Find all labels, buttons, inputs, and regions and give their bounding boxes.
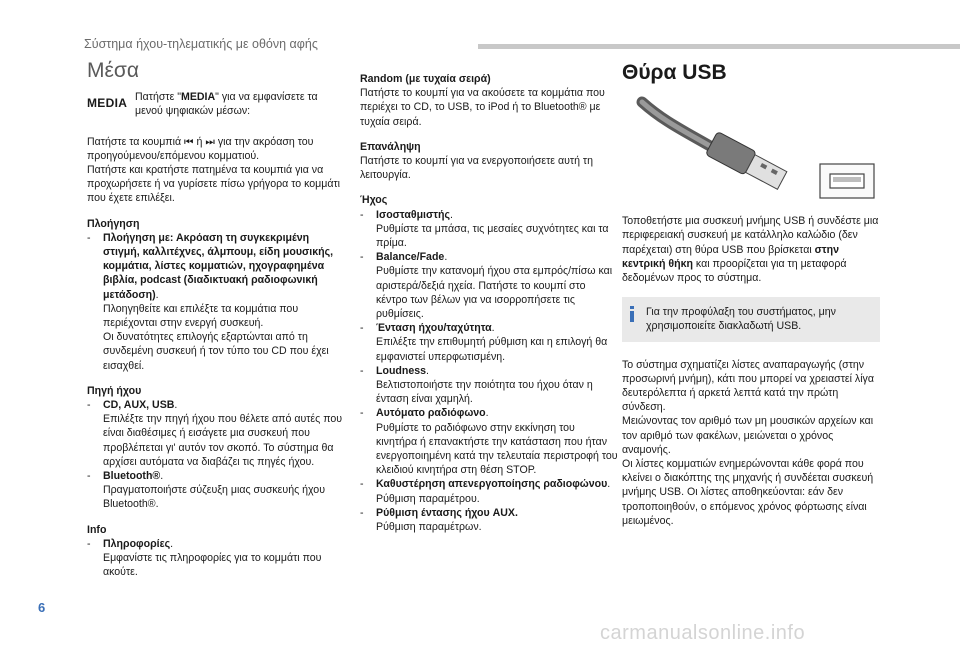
usb-paragraph-2: Το σύστημα σχηματίζει λίστες αναπαραγωγής (στην προσωρινή μνήμη), κάτι που μπορεί να χρειαστεί λίγα δευτερόλεπτα ή αρκετά λεπτά κατά την πρώτη σύνδεση. (622, 358, 874, 414)
usb-paragraph-1: Τοποθετήστε μια συσκευή μνήμης USB ή συνδέστε μια περιφερειακή συσκευή με κατάλληλο καλώδιο (δεν παρέχεται) στη θύρα USB που βρίσκεται στην κεντρική θήκη και προορίζεται για τη μεταφορά δεδομένων προς το σύστημα. (622, 215, 879, 285)
info-note: Για την προφύλαξη του συστήματος, μην χρησιμοποιείτε διακλαδωτή USB. (622, 297, 880, 341)
list-item: - Loudness. Βελτιστοποιήστε την ποιότητα του ήχου όταν η ένταση είναι χαμηλή. (360, 364, 593, 406)
list-item: - Ρύθμιση έντασης ήχου AUX. Ρύθμιση παραμέτρων. (360, 506, 518, 534)
info-heading: Info (87, 523, 107, 536)
list-item: - CD, AUX, USB. Επιλέξτε την πηγή ήχου που θέλετε από αυτές που είναι διαθέσιμες ή εισάγετε μια συσκευή που προβλέπεται γι' αυτόν τον σκοπό. Το σύστημα θα αρχίσει αυτόματα να διαβάζει τις πηγές ήχου. (87, 399, 343, 468)
info-icon (630, 306, 634, 322)
usb-paragraph-3: Μειώνοντας τον αριθμό των μη μουσικών αρχείων και τον αριθμό των φακέλων, μειώνεται ο χρόνος αναμονής. (622, 415, 874, 456)
list-item: - Πλοήγηση με: Ακρόαση τη συγκεκριμένη στιγμή, καλλιτέχνες, άλμπουμ, είδη μουσικής, κομμάτια, λίστες κομματιών, ηχογραφημένα βιβλία, podcast (διαδικτυακή ραδιοφωνική μετάδοση). Πλοηγηθείτε και επιλέξτε τα κομμάτια που περιέχονται στην ενεργή συσκευή. Οι δυνατότητες επιλογής εξαρτώνται από τη συνδεμένη συσκευή ή τον τύπο του CD που έχει εισαχθεί. (87, 231, 334, 372)
section-title-media: Μέσα (87, 59, 139, 82)
repeat-heading: Επανάληψη (360, 140, 421, 153)
watermark: carmanualsonline.info (600, 622, 806, 644)
column-settings (360, 72, 618, 534)
intro-text-2: Πατήστε και κρατήστε πατημένα τα κουμπιά για να προχωρήσετε ή να γυρίσετε πίσω γρήγορα το κομμάτι που έχετε επιλέξει. (87, 164, 341, 205)
source-heading: Πηγή ήχου (87, 384, 142, 397)
list-item: - Αυτόματο ραδιόφωνο. Ρυθμίστε το ραδιόφωνο στην εκκίνηση του κινητήρα ή επανακτήστε την κατάσταση που ήταν ενεργοποιημένη κατά την τελευταία περιστροφή του κλειδιού κινητήρα στη θέση STOP. (360, 407, 618, 477)
media-description: Πατήστε "MEDIA" για να εμφανίσετε τα μενού ψηφιακών μέσων: (135, 91, 318, 118)
column-media (87, 59, 345, 580)
list-item: - Ένταση ήχου/ταχύτητα. Επιλέξτε την επιθυμητή ρύθμιση και η επιλογή θα εμφανιστεί υπερφωτισμένη. (360, 322, 608, 363)
section-title-usb: Θύρα USB (622, 61, 727, 84)
list-item: - Balance/Fade. Ρυθμίστε την κατανομή ήχου στα εμπρός/πίσω και αριστερά/δεξιά ηχεία. Πατήστε το κουμπί στο κέντρο των βέλων για να ισορροπήσετε τις ρυθμίσεις. (360, 251, 613, 321)
random-text: Πατήστε το κουμπί για να ακούσετε τα κομμάτια που περιέχει το CD, το USB, το iPod ή το Bluetooth® με τυχαία σειρά. (360, 87, 605, 128)
page-header-title: Σύστημα ήχου-τηλεματικής με οθόνη αφής (84, 37, 318, 51)
list-item: - Ισοσταθμιστής. Ρυθμίστε τα μπάσα, τις μεσαίες συχνότητες και τα πρίμα. (360, 208, 609, 250)
page-number: 6 (38, 600, 46, 615)
list-item: - Καθυστέρηση απενεργοποίησης ραδιοφώνου. Ρύθμιση παραμέτρου. (360, 478, 611, 505)
intro-text-1: Πατήστε τα κουμπιά ⏮ ή ⏭ για την ακρόαση του προηγούμενου/επόμενου κομματιού. (87, 135, 314, 162)
list-item: - Πληροφορίες. Εμφανίστε τις πληροφορίες για το κομμάτι που ακούτε. (87, 537, 322, 579)
media-button-label: MEDIA (87, 96, 128, 111)
usb-illustration (622, 94, 880, 204)
random-heading: Random (με τυχαία σειρά) (360, 73, 491, 85)
list-item: - Bluetooth®. Πραγματοποιήστε σύζευξη μιας συσκευής ήχου Bluetooth®. (87, 470, 325, 511)
repeat-text: Πατήστε το κουμπί για να ενεργοποιήσετε αυτή τη λειτουργία. (360, 155, 593, 182)
navigation-heading: Πλοήγηση (87, 217, 140, 230)
usb-paragraph-4: Οι λίστες κομματιών ενημερώνονται κάθε φορά που κλείνει ο διακόπτης της μηχανής ή συνδέεται συσκευή μνήμης USB. Οι λίστες αποθηκεύονται: εάν δεν τροποποιηθούν, ο επόμενος χρόνος φόρτωσης είναι μειωμένος. (622, 458, 874, 527)
media-row (87, 90, 345, 118)
column-usb (622, 61, 880, 528)
header-bar (478, 44, 960, 49)
sound-heading: Ήχος (360, 194, 388, 207)
